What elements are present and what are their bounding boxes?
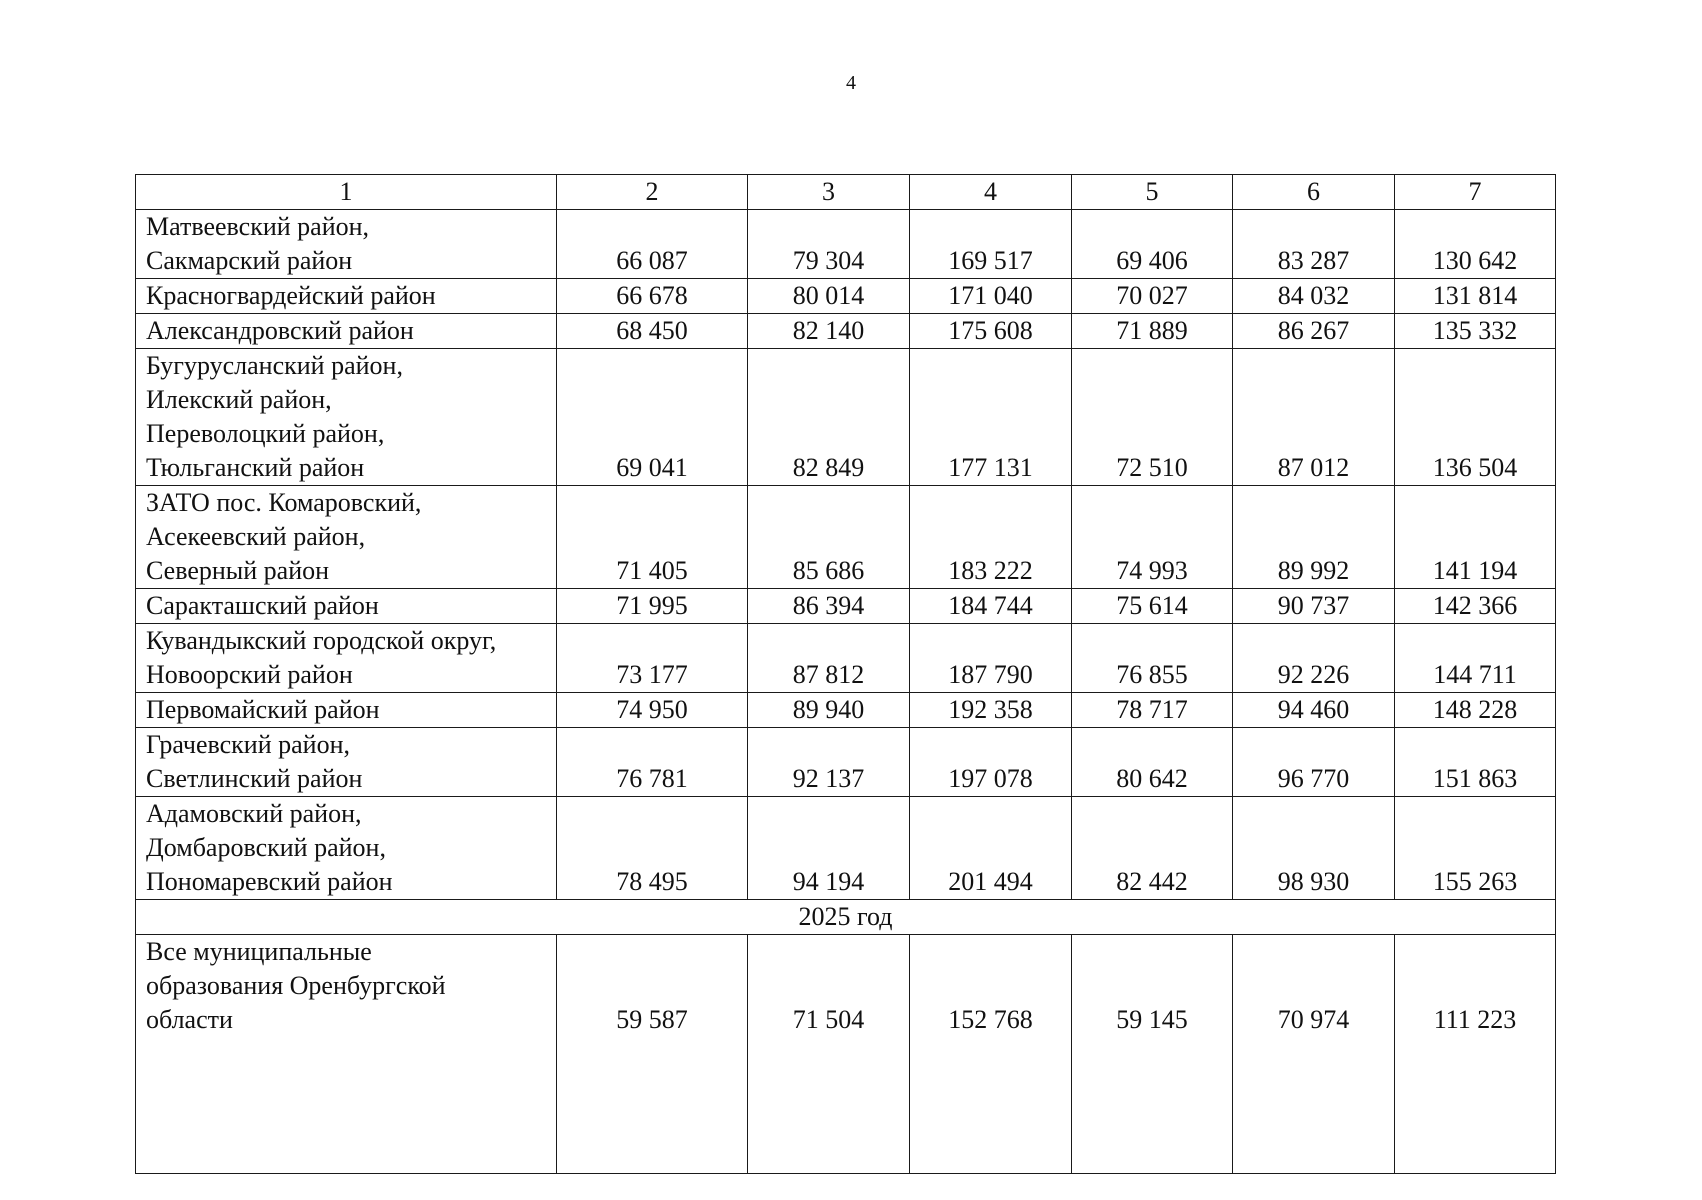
region-name-line: Саракташский район — [146, 591, 379, 620]
value-cell: 111 223 — [1395, 935, 1556, 1174]
region-name-cell — [136, 486, 557, 589]
value-cell: 183 222 — [910, 486, 1072, 589]
table-body — [136, 175, 1556, 1174]
header-cell: 4 — [910, 175, 1072, 210]
value-cell: 98 930 — [1233, 797, 1395, 900]
value-cell: 59 145 — [1072, 935, 1233, 1174]
table-row — [136, 589, 1556, 624]
data-table — [135, 174, 1556, 1174]
value-cell: 89 992 — [1233, 486, 1395, 589]
region-name-line: Асекеевский район, — [146, 522, 366, 551]
header-cell: 7 — [1395, 175, 1556, 210]
value-cell: 155 263 — [1395, 797, 1556, 900]
header-row — [136, 175, 1556, 210]
region-name-line: Матвеевский район, — [146, 212, 370, 241]
region-name-line: Бугурусланский район, — [146, 351, 403, 380]
region-name-cell — [136, 797, 557, 900]
region-name-line: Адамовский район, — [146, 799, 362, 828]
region-name-line: Пономаревский район — [146, 867, 393, 896]
value-cell: 71 889 — [1072, 314, 1233, 349]
value-cell: 83 287 — [1233, 210, 1395, 279]
region-name-cell — [136, 210, 557, 279]
table-row — [136, 486, 1556, 589]
value-cell: 69 041 — [557, 349, 748, 486]
value-cell: 73 177 — [557, 624, 748, 693]
region-name-line: Тюльганский район — [146, 453, 365, 482]
value-cell: 79 304 — [748, 210, 910, 279]
value-cell: 175 608 — [910, 314, 1072, 349]
value-cell: 177 131 — [910, 349, 1072, 486]
region-name-cell — [136, 314, 557, 349]
value-cell: 135 332 — [1395, 314, 1556, 349]
year-row — [136, 900, 1556, 935]
value-cell: 71 405 — [557, 486, 748, 589]
value-cell: 82 442 — [1072, 797, 1233, 900]
value-cell: 66 678 — [557, 279, 748, 314]
table-row — [136, 349, 1556, 486]
region-name-line: Новоорский район — [146, 660, 353, 689]
region-name-cell — [136, 589, 557, 624]
value-cell: 78 495 — [557, 797, 748, 900]
value-cell: 96 770 — [1233, 728, 1395, 797]
value-cell: 78 717 — [1072, 693, 1233, 728]
value-cell: 92 226 — [1233, 624, 1395, 693]
table-row — [136, 797, 1556, 900]
summary-row — [136, 935, 1556, 1174]
page-number: 4 — [846, 72, 856, 94]
header-cell: 6 — [1233, 175, 1395, 210]
header-cell: 5 — [1072, 175, 1233, 210]
value-cell: 76 855 — [1072, 624, 1233, 693]
value-cell: 69 406 — [1072, 210, 1233, 279]
value-cell: 87 812 — [748, 624, 910, 693]
table-row — [136, 279, 1556, 314]
value-cell: 136 504 — [1395, 349, 1556, 486]
value-cell: 151 863 — [1395, 728, 1556, 797]
region-name-cell — [136, 624, 557, 693]
value-cell: 71 504 — [748, 935, 910, 1174]
region-name-line: Переволоцкий район, — [146, 419, 385, 448]
region-name-cell — [136, 693, 557, 728]
region-name-line: Александровский район — [146, 316, 414, 345]
region-name-cell — [136, 935, 557, 1174]
value-cell: 148 228 — [1395, 693, 1556, 728]
value-cell: 89 940 — [748, 693, 910, 728]
value-cell: 85 686 — [748, 486, 910, 589]
region-name-cell — [136, 279, 557, 314]
table-row — [136, 728, 1556, 797]
value-cell: 197 078 — [910, 728, 1072, 797]
value-cell: 192 358 — [910, 693, 1072, 728]
value-cell: 71 995 — [557, 589, 748, 624]
region-name-line: Домбаровский район, — [146, 833, 386, 862]
table-row — [136, 624, 1556, 693]
value-cell: 184 744 — [910, 589, 1072, 624]
region-name-line: Грачевский район, — [146, 730, 351, 759]
value-cell: 169 517 — [910, 210, 1072, 279]
value-cell: 141 194 — [1395, 486, 1556, 589]
value-cell: 66 087 — [557, 210, 748, 279]
region-name-cell — [136, 728, 557, 797]
value-cell: 144 711 — [1395, 624, 1556, 693]
value-cell: 130 642 — [1395, 210, 1556, 279]
value-cell: 70 974 — [1233, 935, 1395, 1174]
value-cell: 201 494 — [910, 797, 1072, 900]
value-cell: 82 849 — [748, 349, 910, 486]
region-name-cell — [136, 349, 557, 486]
value-cell: 80 642 — [1072, 728, 1233, 797]
region-name-line: Красногвардейский район — [146, 281, 436, 310]
region-name-line: Кувандыкский городской округ, — [146, 626, 497, 655]
value-cell: 74 950 — [557, 693, 748, 728]
value-cell: 84 032 — [1233, 279, 1395, 314]
value-cell: 152 768 — [910, 935, 1072, 1174]
region-name-line: Сакмарский район — [146, 246, 353, 275]
value-cell: 187 790 — [910, 624, 1072, 693]
header-cell: 2 — [557, 175, 748, 210]
value-cell: 90 737 — [1233, 589, 1395, 624]
header-cell: 1 — [136, 175, 557, 210]
value-cell: 142 366 — [1395, 589, 1556, 624]
value-cell: 72 510 — [1072, 349, 1233, 486]
value-cell: 74 993 — [1072, 486, 1233, 589]
table-row — [136, 210, 1556, 279]
value-cell: 94 194 — [748, 797, 910, 900]
value-cell: 87 012 — [1233, 349, 1395, 486]
value-cell: 86 394 — [748, 589, 910, 624]
table-row — [136, 693, 1556, 728]
year-label: 2025 год — [136, 900, 1556, 935]
value-cell: 82 140 — [748, 314, 910, 349]
value-cell: 92 137 — [748, 728, 910, 797]
region-name-line: Северный район — [146, 556, 330, 585]
table-row — [136, 314, 1556, 349]
region-name-line: ЗАТО пос. Комаровский, — [146, 488, 422, 517]
value-cell: 80 014 — [748, 279, 910, 314]
value-cell: 75 614 — [1072, 589, 1233, 624]
region-name-line: Светлинский район — [146, 764, 363, 793]
value-cell: 131 814 — [1395, 279, 1556, 314]
value-cell: 68 450 — [557, 314, 748, 349]
value-cell: 76 781 — [557, 728, 748, 797]
value-cell: 86 267 — [1233, 314, 1395, 349]
header-cell: 3 — [748, 175, 910, 210]
value-cell: 94 460 — [1233, 693, 1395, 728]
value-cell: 70 027 — [1072, 279, 1233, 314]
region-name-line: Все муниципальные — [146, 937, 372, 966]
value-cell: 59 587 — [557, 935, 748, 1174]
region-name-line: образования Оренбургской — [146, 971, 446, 1000]
region-name-line: области — [146, 1005, 233, 1034]
value-cell: 171 040 — [910, 279, 1072, 314]
region-name-line: Илекский район, — [146, 385, 332, 414]
region-name-line: Первомайский район — [146, 695, 380, 724]
